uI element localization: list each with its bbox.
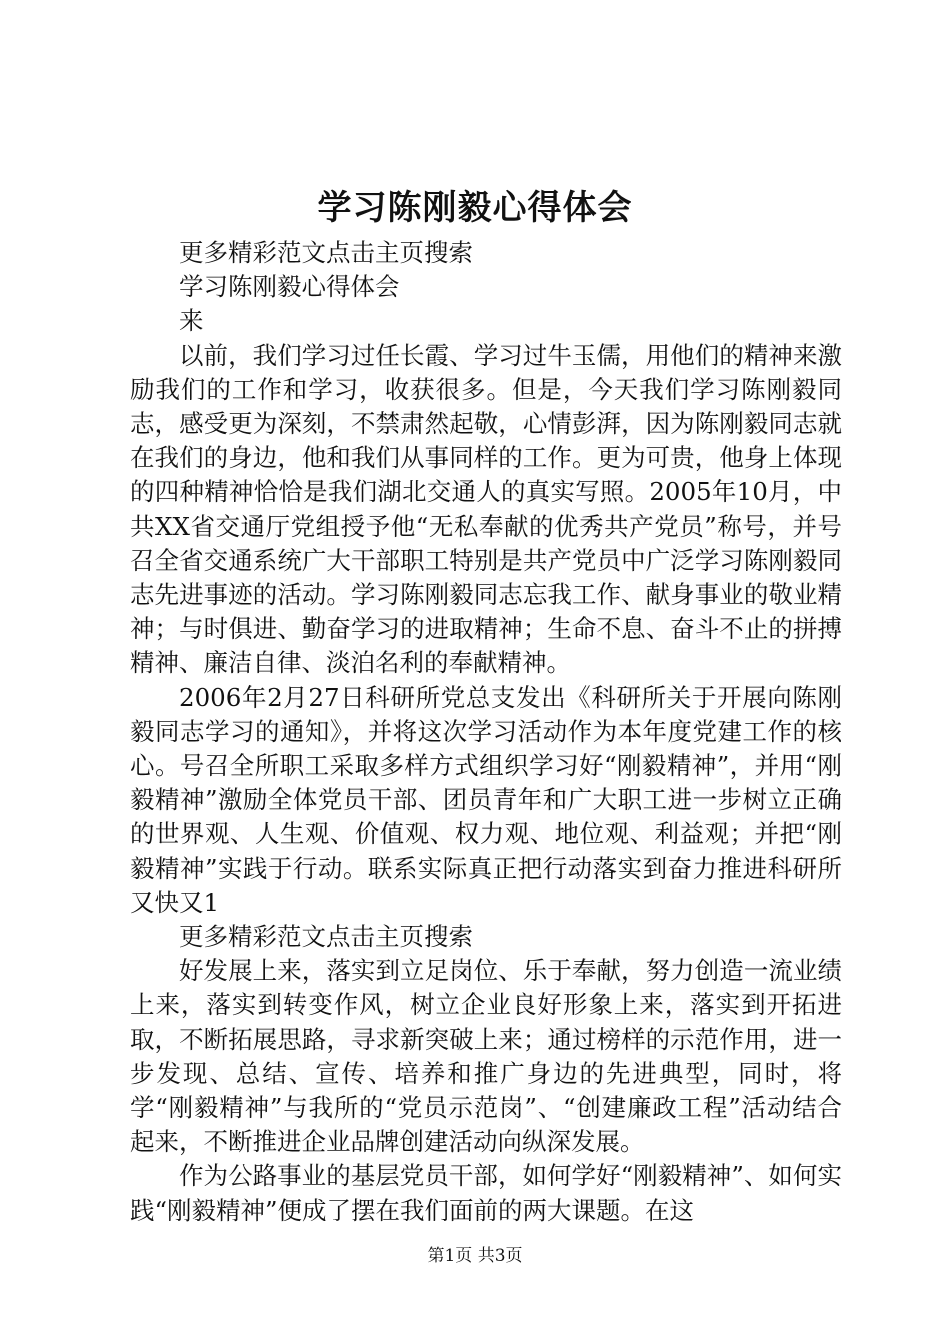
page-number-footer: 第1页 共3页: [427, 1246, 523, 1266]
paragraph-source: 来: [179, 306, 204, 336]
document-title: 学习陈刚毅心得体会: [317, 188, 633, 228]
paragraph-3: 好发展上来，落实到立足岗位、乐于奉献，努力创造一流业绩上来，落实到转变作风，树立企业良好形象上来，落实到开拓进取，不断拓展思路，寻求新突破上来；通过榜样的示范作用，进一步发现、总结、宣传、培养和推广身边的先进典型，同时，将学“刚毅精神”与我所的“党员示范岗”、“创建廉政工程”活动结合起来，不断推进企业品牌创建活动向纵深发展。: [130, 956, 842, 1157]
paragraph-1: 以前，我们学习过任长霞、学习过牛玉儒，用他们的精神来激励我们的工作和学习，收获很多。但是，今天我们学习陈刚毅同志，感受更为深刻，不禁肃然起敬，心情彭湃，因为陈刚毅同志就在我们的身边，他和我们从事同样的工作。更为可贵，他身上体现的四种精神恰恰是我们湖北交通人的真实写照。2005年10月，中共XX省交通厅党组授予他“无私奉献的优秀共产党员”称号，并号召全省交通系统广大干部职工特别是共产党员中广泛学习陈刚毅同志先进事迹的活动。学习陈刚毅同志忘我工作、献身事业的敬业精神；与时俱进、勤奋学习的进取精神；生命不息、奋斗不止的拼搏精神、廉洁自律、淡泊名利的奉献精神。: [130, 340, 842, 678]
paragraph-2: 2006年2月27日科研所党总支发出《科研所关于开展向陈刚毅同志学习的通知》，并将这次学习活动作为本年度党建工作的核心。号召全所职工采取多样方式组织学习好“刚毅精神”，并用“刚毅精神”激励全体党员干部、团员青年和广大职工进一步树立正确的世界观、人生观、价值观、权力观、地位观、利益观；并把“刚毅精神”实践于行动。联系实际真正把行动落实到奋力推进科研所又快又1: [130, 682, 842, 917]
paragraph-header-note: 更多精彩范文点击主页搜索: [179, 238, 473, 267]
document-body: [130, 236, 842, 1228]
paragraph-subtitle: 学习陈刚毅心得体会: [179, 272, 400, 302]
paragraph-4: 作为公路事业的基层党员干部，如何学好“刚毅精神”、如何实践“刚毅精神”便成了摆在我们面前的两大课题。在这: [130, 1161, 842, 1225]
paragraph-inline-note: 更多精彩范文点击主页搜索: [179, 922, 473, 952]
